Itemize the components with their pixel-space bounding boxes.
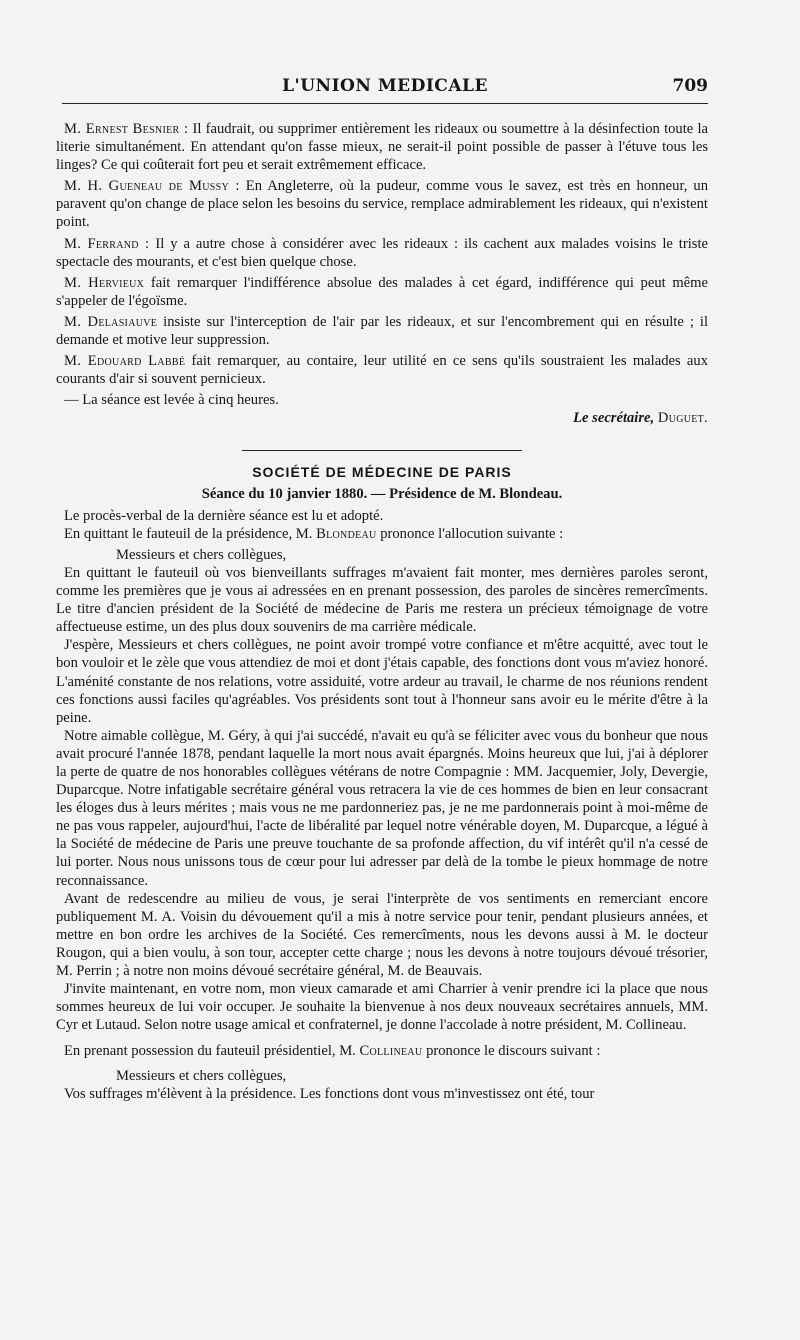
session-line: Séance du 10 janvier 1880. — Présidence de M. Blondeau. bbox=[201, 485, 563, 502]
speech-paragraph: Notre aimable collègue, M. Géry, à qui j'ai succédé, n'avait eu qu'à se féliciter avec vous du bonheur que nous avait procuré l'année 1878, pendant laquelle la mort nous avait épargnés. Moins heureux que lui, j'ai à déplorer la perte de quatre de nos honorables collègues vétérans de notre Compagnie : MM. Jacquemier, Joly, Devergie, Duparcque. Notre infatigable secrétaire général vous retracera la vie de ces hommes de bien en leur consacrant les éloges dus à leurs mérites ; mais vous ne me pardonneriez pas, je ne me pardonnerais point à moi-même de ne pas vous rappeler, aujourd'hui, l'acte de libéralité par lequel notre vénérable doyen, M. Duparcque, a légué à la Société de médecine de Paris une preuve touchante de sa profonde affection, du vif intérêt qu'il n'a cessé de lui porter. Nous nous unissons tous de cœur pour lui adresser par delà de la tombe le pieux hommage de notre reconnaissance. bbox=[56, 727, 708, 889]
running-title: L'UNION MEDICALE bbox=[282, 76, 488, 96]
speaker-name: M. Edouard Labbé bbox=[64, 353, 186, 370]
salutation: Messieurs et chers collègues, bbox=[116, 546, 287, 563]
discussion-paragraph bbox=[56, 352, 708, 388]
paragraph-text: Il faudrait, ou supprimer entièrement les rideaux ou soumettre à la désinfection toute la literie simultanément. En attendant qu'on fasse mieux, ne serait-il point possible de passer à l'étuve tous les linges? Ce qui coûterait fort peu et serait extrêmement efficace. bbox=[56, 121, 708, 174]
discussion-paragraph bbox=[56, 235, 708, 271]
section-title: SOCIÉTÉ DE MÉDECINE DE PARIS bbox=[252, 463, 512, 480]
final-line: Vos suffrages m'élèvent à la présidence. Les fonctions dont vous m'investissez ont été, tour bbox=[64, 1085, 595, 1102]
speaker-name: M. Ernest Besnier : bbox=[64, 121, 189, 137]
discussion-paragraph bbox=[56, 274, 708, 310]
speaker-name: M. Hervieux bbox=[64, 274, 145, 291]
intro-line: En prenant possession du fauteuil présidentiel, M. Collineau prononce le discours suivant : bbox=[64, 1043, 601, 1060]
closing-line: — La séance est levée à cinq heures. bbox=[64, 392, 279, 409]
speech-paragraph: J'espère, Messieurs et chers collègues, ne point avoir trompé votre confiance et m'être acquitté, avec tout le bon vouloir et le zèle que vous attendiez de moi et dont j'étais capable, des fonctions dont vous m'aviez honoré. L'aménité constante de nos relations, votre assiduité, votre ardeur au travail, le charme de nos réunions rendent ces fonctions aussi faciles qu'agréables. Vos présidents sont tout à l'honneur sans avoir eu le mérite d'être à la peine. bbox=[56, 637, 708, 726]
signature-name: Duguet. bbox=[657, 410, 708, 427]
paragraph-text: fait remarquer l'indifférence absolue des malades à cet égard, indifférence qui peut même s'appeler de l'égoïsme. bbox=[56, 274, 708, 309]
president-name: Blondeau bbox=[316, 525, 377, 542]
section-divider bbox=[242, 450, 522, 451]
president-name: Collineau bbox=[359, 1043, 423, 1060]
speech-paragraph: Avant de redescendre au milieu de vous, je serai l'interprète de vos sentiments en remerciant encore publiquement M. A. Voisin du dévouement qu'il a mis à notre service pour tenir, pendant plusieurs années, et mettre en bon ordre les archives de la Société. Ces remercîments, nous les devons aussi à M. le docteur Rougon, qui a bien voulu, à son tour, accepter cette charge ; nous les devons à notre toujours dévoué trésorier, M. Perrin ; à notre non moins dévoué secrétaire général, M. de Beauvais. bbox=[56, 890, 708, 980]
signature bbox=[56, 409, 708, 427]
paragraph-text: En Angleterre, où la pudeur, comme vous le savez, est très en honneur, un paravent qu'on change de place selon les besoins du service, remplace admirablement les rideaux, qui n'existent point. bbox=[56, 178, 709, 231]
speaker-name: M. H. Gueneau de Mussy : bbox=[64, 178, 240, 195]
paragraph-text: Il y a autre chose à considérer avec les rideaux : ils cachent aux malades voisins le triste spectacle des mourants, et c'est bien quelque chose. bbox=[56, 235, 708, 270]
discussion-paragraph bbox=[56, 313, 708, 349]
pv-line: Le procès-verbal de la dernière séance est lu et adopté. bbox=[64, 507, 384, 524]
discussion-paragraph bbox=[56, 177, 708, 231]
discussion-section bbox=[56, 120, 708, 1103]
paragraph-text: insiste sur l'interception de l'air par les rideaux, et sur l'encombrement qui en résulte ; il demande et motive leur suppression. bbox=[56, 313, 708, 349]
salutation: Messieurs et chers collègues, bbox=[116, 1067, 287, 1084]
discussion-paragraph bbox=[56, 120, 708, 174]
intro-line: En quittant le fauteuil de la présidence, M. Blondeau prononce l'allocution suivante : bbox=[64, 525, 564, 542]
page-header bbox=[62, 74, 708, 98]
page-number: 709 bbox=[672, 76, 708, 96]
speaker-name: M. Delasiauve bbox=[64, 313, 158, 330]
speaker-name: M. Ferrand : bbox=[64, 235, 150, 252]
speech-paragraph: J'invite maintenant, en votre nom, mon vieux camarade et ami Charrier à venir prendre ici la place que nous sommes heureux de lui voir occuper. Je souhaite la bienvenue à nos deux nouveaux secrétaires annuels, MM. Cyr et Lutaud. Selon notre usage amical et confraternel, je donne l'accolade à notre président, M. Collineau. bbox=[56, 981, 708, 1034]
header-rule bbox=[62, 103, 708, 104]
signature-role: Le secrétaire, bbox=[573, 410, 655, 427]
speech-paragraph: En quittant le fauteuil où vos bienveillants suffrages m'avaient fait monter, mes dernières paroles seront, comme les premières que je vous ai adressées en en prenant possession, des paroles de sincères remercîments. Le titre d'ancien président de la Société de médecine de Paris me restera un précieux témoignage de votre affectueuse estime, un des plus doux souvenirs de ma carrière médicale. bbox=[56, 564, 708, 636]
paragraph-text: fait remarquer, au contaire, leur utilité en ce sens qu'ils soustraient les malades aux courants d'air si souvent pernicieux. bbox=[56, 353, 708, 388]
